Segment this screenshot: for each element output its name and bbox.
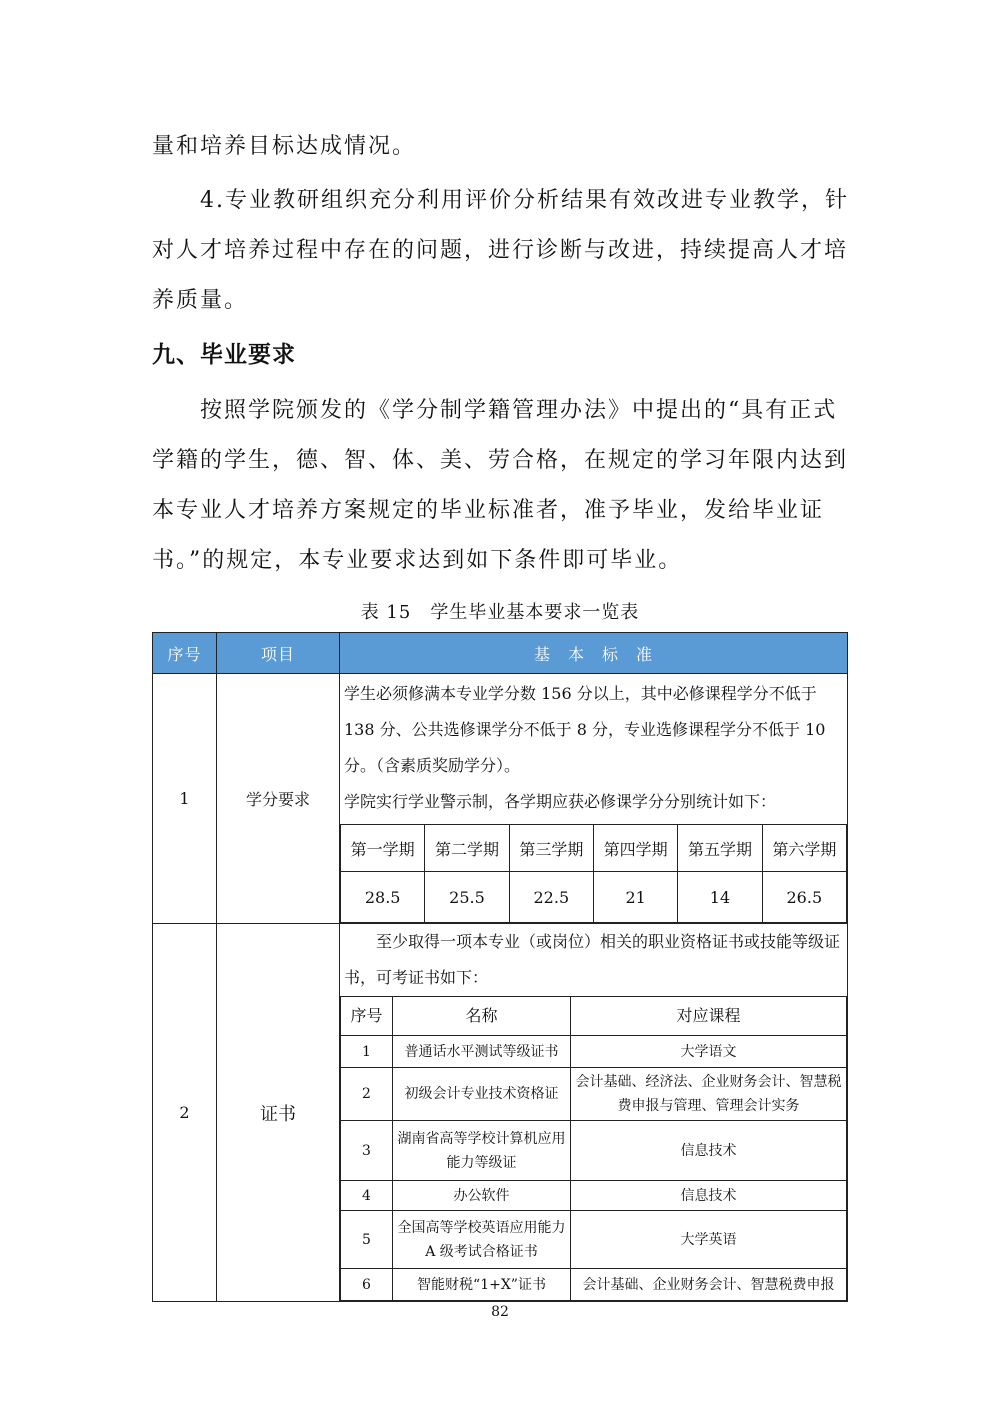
semester-label: 第六学期	[762, 825, 846, 872]
cert-row	[341, 1269, 847, 1301]
semester-label: 第四学期	[593, 825, 677, 872]
semester-credit: 21	[593, 872, 677, 923]
certificate-intro-text: 至少取得一项本专业（或岗位）相关的职业资格证书或技能等级证书，可考证书如下：	[344, 932, 841, 987]
page-number: 82	[491, 1304, 509, 1320]
header-item: 项目	[217, 633, 340, 674]
semester-credit: 14	[678, 872, 762, 923]
cert-course: 信息技术	[571, 1181, 847, 1211]
semester-credit: 25.5	[425, 872, 509, 923]
paragraph-improvement: 4.专业教研组织充分利用评价分析结果有效改进专业教学，针对人才培养过程中存在的问题，进行诊断与改进，持续提高人才培养质量。	[152, 188, 849, 313]
cert-row	[341, 1068, 847, 1121]
cert-name: 普通话水平测试等级证书	[393, 1036, 571, 1068]
certificate-standard-cell	[340, 924, 848, 1302]
paragraph-continuation: 量和培养目标达成情况。	[152, 134, 417, 159]
semester-credit-table	[340, 824, 847, 923]
table-row	[153, 924, 848, 1302]
cert-header-name: 名称	[393, 997, 571, 1036]
header-standard: 基 本 标 准	[340, 633, 848, 674]
table-header-row	[153, 633, 848, 674]
cert-no: 1	[341, 1036, 393, 1068]
credit-warning-text: 学院实行学业警示制，各学期应获必修课学分分别统计如下：	[344, 792, 777, 811]
cert-row	[341, 1121, 847, 1181]
semester-credit: 22.5	[509, 872, 593, 923]
cert-course: 会计基础、企业财务会计、智慧税费申报	[571, 1269, 847, 1301]
table-caption: 表 15 学生毕业基本要求一览表	[360, 602, 640, 623]
paragraph-graduation: 按照学院颁发的《学分制学籍管理办法》中提出的“具有正式学籍的学生，德、智、体、美、劳合格，在规定的学习年限内达到本专业人才培养方案规定的毕业标准者，准予毕业，发给毕业证书。”的规定，本专业要求达到如下条件即可毕业。	[152, 398, 849, 573]
semester-label: 第三学期	[509, 825, 593, 872]
row-item: 证书	[217, 924, 340, 1302]
header-no: 序号	[153, 633, 217, 674]
semester-label: 第一学期	[341, 825, 425, 872]
cert-row	[341, 1211, 847, 1269]
cert-name: 初级会计专业技术资格证	[393, 1068, 571, 1121]
semester-label: 第二学期	[425, 825, 509, 872]
row-item: 学分要求	[217, 674, 340, 924]
cert-name: 智能财税“1+X”证书	[393, 1269, 571, 1301]
cert-header-no: 序号	[341, 997, 393, 1036]
credit-requirement-text: 学生必须修满本专业学分数 156 分以上，其中必修课程学分不低于 138 分、公共选修课学分不低于 8 分，专业选修课程学分不低于 10 分。（含素质奖励学分）。	[344, 684, 826, 775]
cert-course: 大学语文	[571, 1036, 847, 1068]
cert-no: 4	[341, 1181, 393, 1211]
cert-header-course: 对应课程	[571, 997, 847, 1036]
cert-course: 信息技术	[571, 1121, 847, 1181]
cert-name: 全国高等学校英语应用能力 A 级考试合格证书	[393, 1211, 571, 1269]
cert-course: 会计基础、经济法、企业财务会计、智慧税费申报与管理、管理会计实务	[571, 1068, 847, 1121]
semester-credit: 26.5	[762, 872, 846, 923]
section-heading: 九、毕业要求	[152, 342, 296, 368]
cert-name: 办公软件	[393, 1181, 571, 1211]
cert-no: 3	[341, 1121, 393, 1181]
cert-row	[341, 1036, 847, 1068]
graduation-requirements-table	[152, 632, 848, 1302]
certificate-table	[340, 996, 847, 1301]
row-no: 1	[153, 674, 217, 924]
cert-name: 湖南省高等学校计算机应用能力等级证	[393, 1121, 571, 1181]
table-row	[153, 674, 848, 924]
semester-credit: 28.5	[341, 872, 425, 923]
row-no: 2	[153, 924, 217, 1302]
cert-no: 2	[341, 1068, 393, 1121]
credit-standard-cell	[340, 674, 848, 924]
cert-no: 6	[341, 1269, 393, 1301]
cert-no: 5	[341, 1211, 393, 1269]
cert-row	[341, 1181, 847, 1211]
cert-course: 大学英语	[571, 1211, 847, 1269]
semester-label: 第五学期	[678, 825, 762, 872]
